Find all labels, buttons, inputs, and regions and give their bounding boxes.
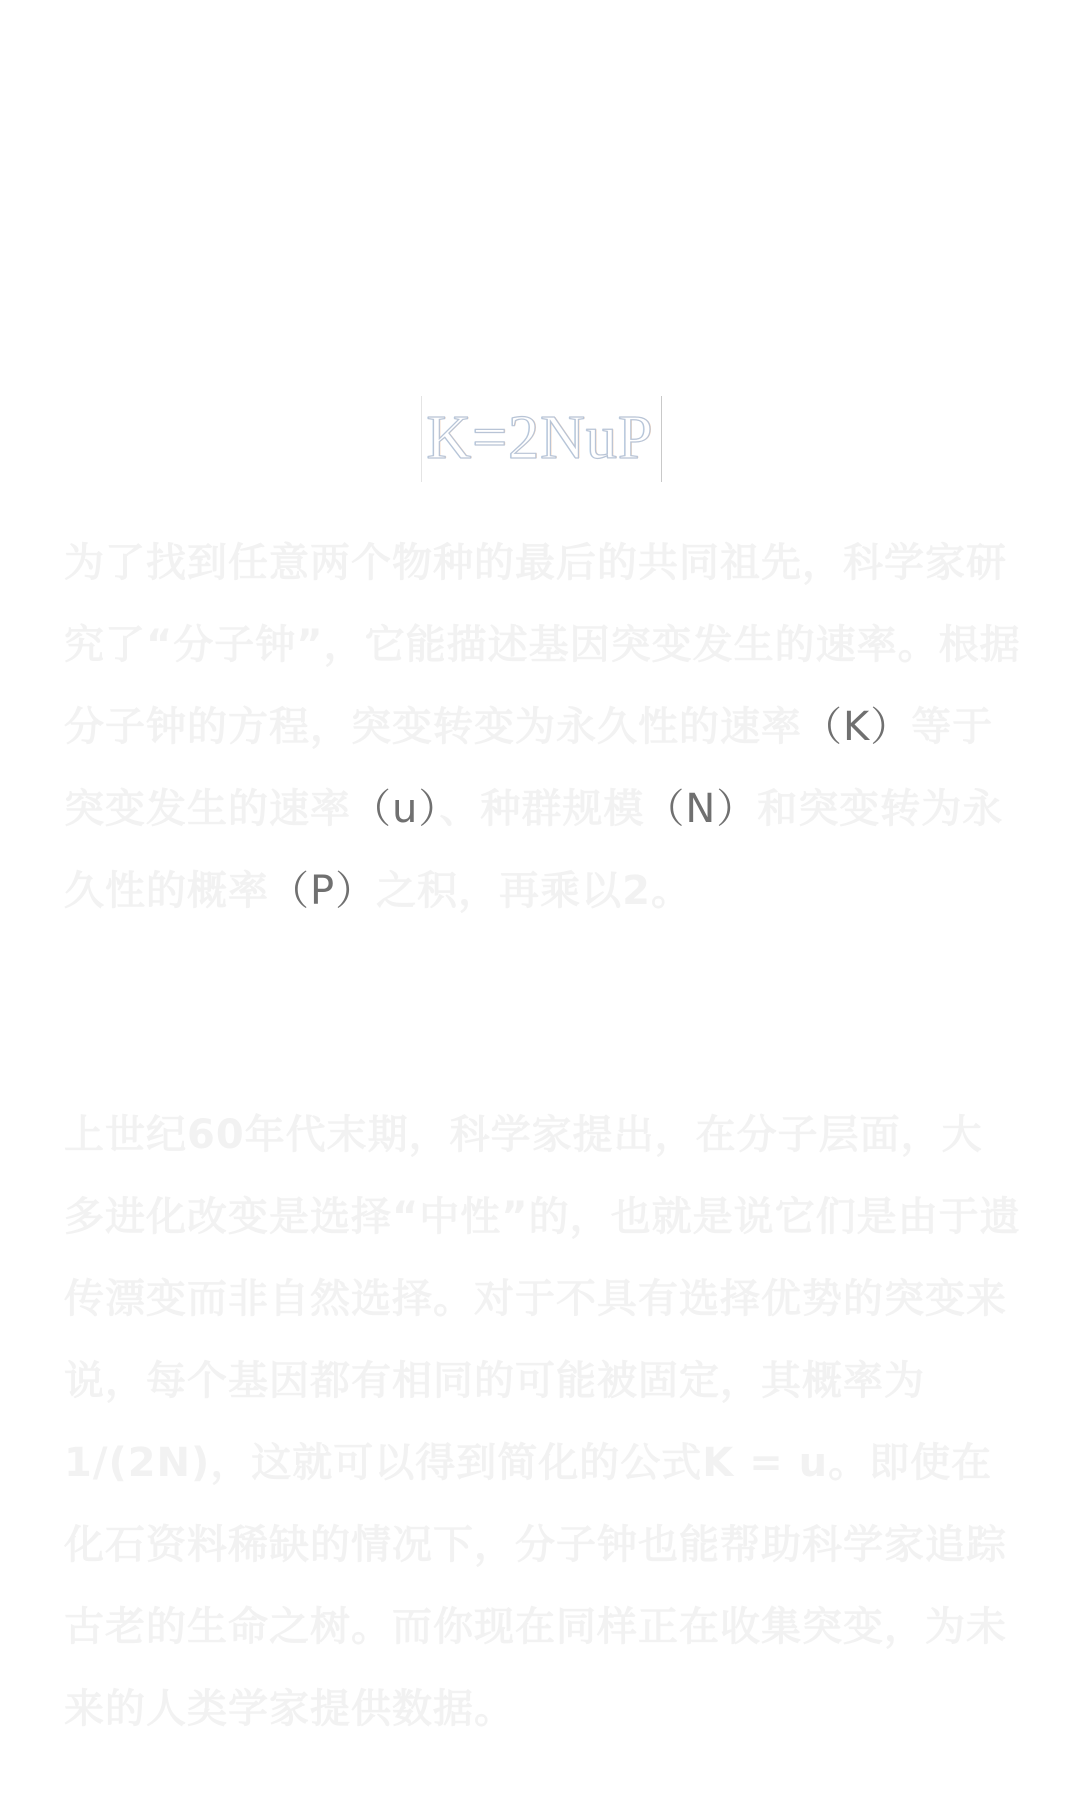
text-cursor-left <box>421 396 422 482</box>
paragraph-molecular-clock <box>64 522 1022 932</box>
formula <box>423 392 658 484</box>
symbol-u: （u） <box>351 786 440 832</box>
p1-seg-6: 和突变转为永久性的概率 <box>64 786 1004 914</box>
p1-seg-8: 之积，再乘以2。 <box>376 868 692 914</box>
paragraph-neutral-theory <box>64 1094 1022 1750</box>
symbol-p: （P） <box>269 868 377 914</box>
p1-seg-4: 、种群规模 <box>439 786 645 832</box>
p1-seg-2: 等于突变发生的速率 <box>64 704 994 832</box>
p1-seg-0: 为了找到任意两个物种的最后的共同祖先，科学家研究了“分子钟”，它能描述基因突变发生的速率。根据分子钟的方程，突变转变为永久性的速率 <box>64 540 1021 750</box>
text-cursor-right <box>661 396 662 482</box>
formula-block <box>0 392 1080 484</box>
symbol-k: （K） <box>802 704 912 750</box>
symbol-n: （N） <box>644 786 758 832</box>
formula-text: K=2NuP <box>426 404 654 472</box>
p2-seg-0: 上世纪60年代末期，科学家提出，在分子层面，大多进化改变是选择“中性”的，也就是说它们是由于遗传漂变而非自然选择。对于不具有选择优势的突变来说，每个基因都有相同的可能被固定，其概率为1/(2N)，这就可以得到简化的公式K = u。即使在化石资料稀缺的情况下，分子钟也能帮助科学家追踪古老的生命之树。而你现在同样正在收集突变，为未来的人类学家提供数据。 <box>64 1112 1021 1732</box>
